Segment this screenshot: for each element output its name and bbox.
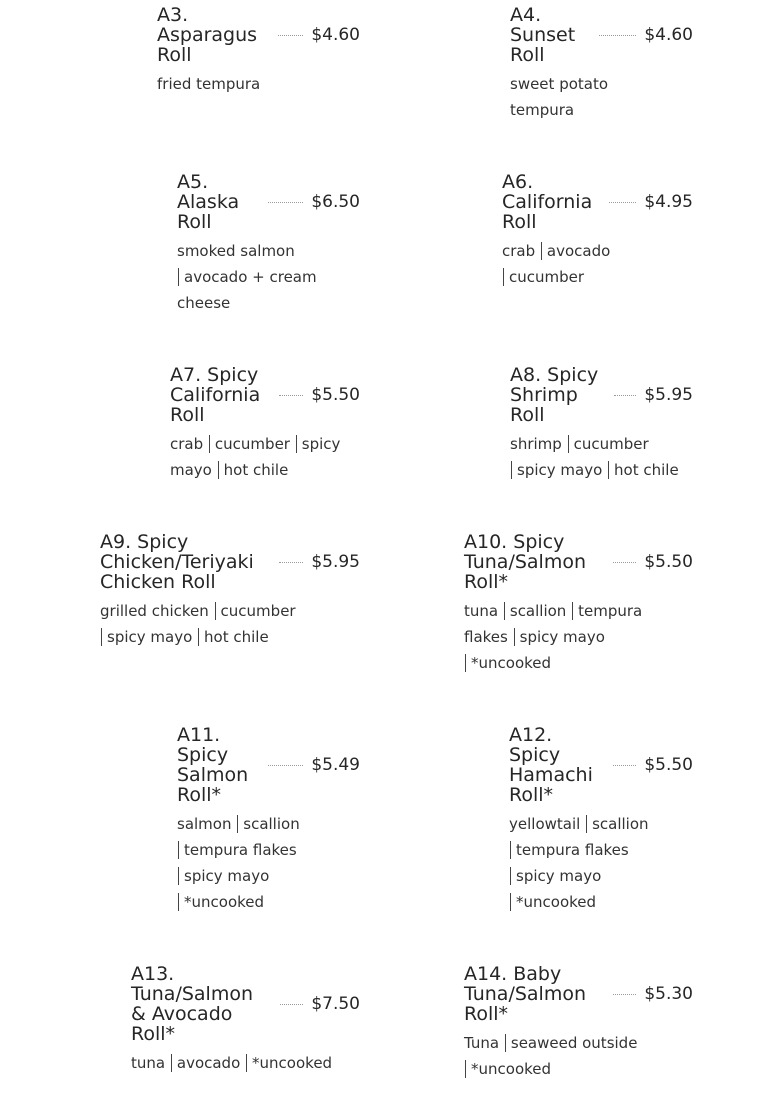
ingredient: tempura flakes — [510, 841, 629, 859]
item-description — [510, 431, 693, 483]
item-name: A6. California Roll — [502, 171, 593, 233]
dotted-leader — [613, 765, 636, 766]
ingredient: cucumber — [215, 602, 296, 620]
item-name: A11. Spicy Salmon Roll* — [177, 724, 249, 806]
menu-item-a13 — [131, 964, 360, 1076]
item-price: $4.60 — [644, 25, 693, 45]
dotted-leader — [278, 35, 303, 36]
ingredient: tuna — [131, 1054, 166, 1072]
item-name: A13. Tuna/Salmon & Avocado Roll* — [131, 963, 254, 1045]
item-description — [502, 238, 642, 290]
item-description — [177, 238, 342, 316]
item-description — [170, 431, 360, 483]
ingredient: sweet potato tempura — [510, 75, 609, 119]
item-name: A7. Spicy California Roll — [170, 364, 261, 426]
dotted-leader — [280, 1004, 303, 1005]
item-name: A14. Baby Tuna/Salmon Roll* — [464, 963, 587, 1025]
ingredient: scallion — [586, 815, 648, 833]
dotted-leader — [279, 562, 303, 563]
ingredient: hot chile — [608, 461, 679, 479]
ingredient: seaweed outside — [505, 1034, 638, 1052]
item-description — [510, 71, 640, 123]
ingredient: crab — [502, 242, 536, 260]
dotted-leader — [609, 202, 636, 203]
item-name: A5. Alaska Roll — [177, 171, 240, 233]
menu-item-a4 — [510, 5, 693, 123]
ingredient: spicy mayo — [101, 628, 192, 646]
menu-item-a6 — [502, 172, 693, 290]
ingredient: cucumber — [503, 268, 584, 286]
ingredient: spicy mayo — [510, 867, 601, 885]
dotted-leader — [599, 35, 636, 36]
ingredient: spicy mayo — [170, 435, 341, 479]
menu-item-a14 — [464, 964, 693, 1082]
item-description — [157, 71, 307, 97]
item-price: $5.49 — [311, 755, 360, 775]
dotted-leader — [268, 202, 303, 203]
ingredient: avocado — [541, 242, 610, 260]
ingredient: spicy mayo — [514, 628, 605, 646]
ingredient: salmon — [177, 815, 232, 833]
dotted-leader — [279, 395, 303, 396]
item-price: $5.30 — [644, 984, 693, 1004]
item-name: A9. Spicy Chicken/Teriyaki Chicken Roll — [100, 531, 254, 593]
item-price: $6.50 — [311, 192, 360, 212]
ingredient: avocado — [171, 1054, 240, 1072]
item-price: $5.95 — [311, 552, 360, 572]
ingredient: *uncooked — [510, 893, 596, 911]
menu-item-a10 — [464, 532, 693, 676]
ingredient: cucumber — [568, 435, 649, 453]
item-price: $5.95 — [644, 385, 693, 405]
item-name: A3. Asparagus Roll — [157, 4, 258, 66]
ingredient: tempura flakes — [178, 841, 297, 859]
ingredient: *uncooked — [246, 1054, 332, 1072]
menu-item-a12 — [509, 725, 693, 915]
item-price: $5.50 — [644, 755, 693, 775]
ingredient: *uncooked — [465, 654, 551, 672]
item-description — [100, 598, 325, 650]
item-name: A4. Sunset Roll — [510, 4, 576, 66]
ingredient: tuna — [464, 602, 499, 620]
item-description — [131, 1050, 360, 1076]
item-price: $7.50 — [311, 994, 360, 1014]
menu-item-a9 — [100, 532, 360, 650]
menu-item-a7 — [170, 365, 360, 483]
ingredient: hot chile — [218, 461, 289, 479]
ingredient: grilled chicken — [100, 602, 209, 620]
ingredient: cucumber — [209, 435, 290, 453]
item-description — [464, 1030, 664, 1082]
item-description — [509, 811, 669, 915]
ingredient: fried tempura — [157, 75, 261, 93]
item-description — [177, 811, 327, 915]
ingredient: Tuna — [464, 1034, 500, 1052]
ingredient: hot chile — [198, 628, 269, 646]
item-description — [464, 598, 674, 676]
ingredient: smoked salmon — [177, 242, 295, 260]
menu-item-a11 — [177, 725, 360, 915]
dotted-leader — [268, 765, 303, 766]
ingredient: *uncooked — [178, 893, 264, 911]
ingredient: tempura flakes — [464, 602, 643, 646]
dotted-leader — [613, 994, 636, 995]
menu-item-a3 — [157, 5, 360, 97]
ingredient: spicy mayo — [511, 461, 602, 479]
item-price: $4.95 — [644, 192, 693, 212]
item-name: A12. Spicy Hamachi Roll* — [509, 724, 593, 806]
dotted-leader — [614, 395, 636, 396]
item-price: $5.50 — [644, 552, 693, 572]
ingredient: yellowtail — [509, 815, 581, 833]
ingredient: avocado + cream cheese — [177, 268, 317, 312]
ingredient: scallion — [237, 815, 299, 833]
item-name: A8. Spicy Shrimp Roll — [510, 364, 599, 426]
item-price: $4.60 — [311, 25, 360, 45]
ingredient: shrimp — [510, 435, 562, 453]
ingredient: *uncooked — [465, 1060, 551, 1078]
dotted-leader — [613, 562, 636, 563]
item-price: $5.50 — [311, 385, 360, 405]
ingredient: spicy mayo — [178, 867, 269, 885]
item-name: A10. Spicy Tuna/Salmon Roll* — [464, 531, 587, 593]
menu-item-a8 — [510, 365, 693, 483]
menu-item-a5 — [177, 172, 360, 316]
ingredient: scallion — [504, 602, 566, 620]
ingredient: crab — [170, 435, 204, 453]
